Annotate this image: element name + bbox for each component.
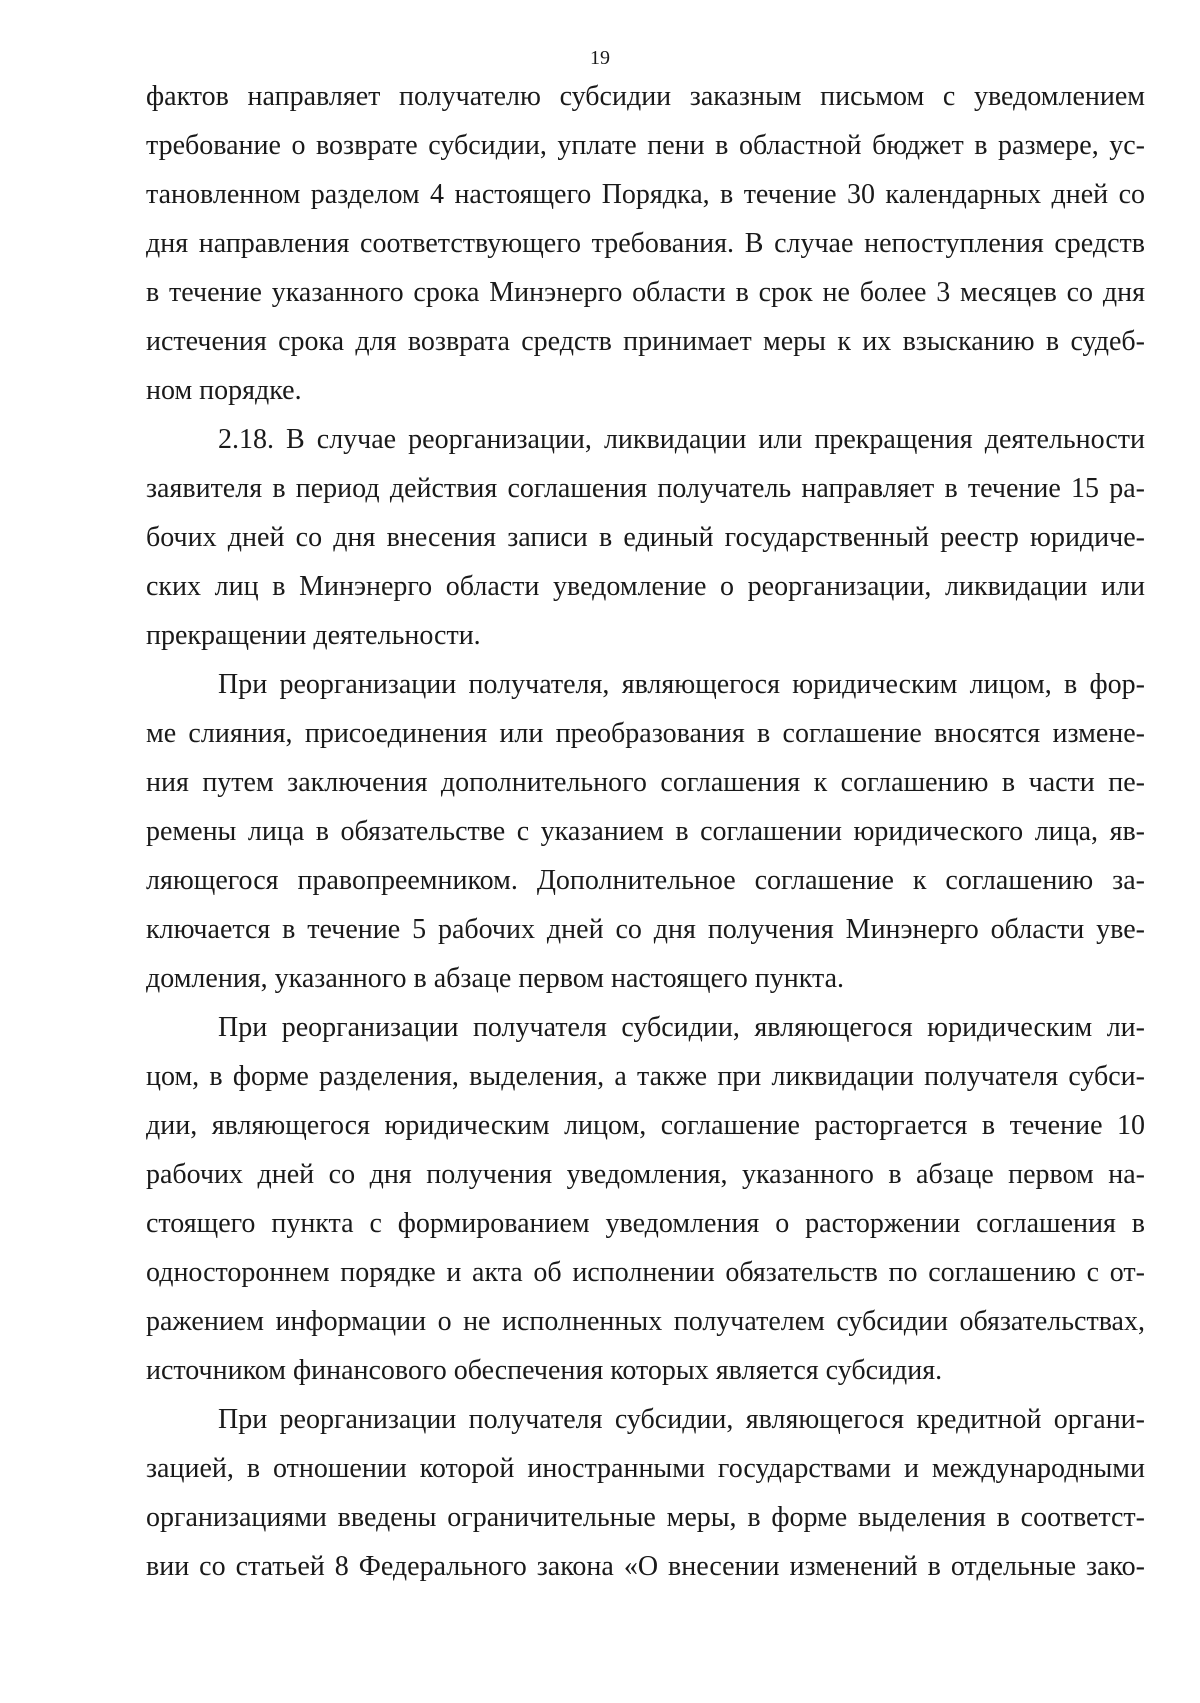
text-line: рабочих дней со дня получения уведомления, указанного в абзаце первом на- xyxy=(146,1159,1145,1190)
text-line: заявителя в период действия соглашения получатель направляет в течение 15 ра- xyxy=(146,473,1145,504)
page-number: 19 xyxy=(590,47,610,69)
text-line: 2.18. В случае реорганизации, ликвидации или прекращения деятельности xyxy=(218,424,1145,455)
text-line: организациями введены ограничительные меры, в форме выделения в соответст- xyxy=(146,1502,1145,1533)
text-line: ном порядке. xyxy=(146,375,302,406)
text-line: тановленном разделом 4 настоящего Порядка, в течение 30 календарных дней со xyxy=(146,179,1145,210)
text-line: бочих дней со дня внесения записи в единый государственный реестр юридиче- xyxy=(146,522,1145,553)
paragraph-1 xyxy=(146,72,1145,415)
text-line: домления, указанного в абзаце первом настоящего пункта. xyxy=(146,963,844,994)
paragraph-5 xyxy=(146,1395,1145,1591)
text-line: При реорганизации получателя субсидии, являющегося кредитной органи- xyxy=(218,1404,1145,1435)
document-body xyxy=(146,72,1145,1591)
text-line: фактов направляет получателю субсидии заказным письмом с уведомлением xyxy=(146,81,1145,112)
text-line: истечения срока для возврата средств принимает меры к их взысканию в судеб- xyxy=(146,326,1145,357)
text-line: вии со статьей 8 Федерального закона «О внесении изменений в отдельные зако- xyxy=(146,1551,1145,1582)
text-line: одностороннем порядке и акта об исполнении обязательств по соглашению с от- xyxy=(146,1257,1145,1288)
text-line: ме слияния, присоединения или преобразования в соглашение вносятся измене- xyxy=(146,718,1145,749)
text-line: При реорганизации получателя субсидии, являющегося юридическим ли- xyxy=(218,1012,1145,1043)
text-line: требование о возврате субсидии, уплате пени в областной бюджет в размере, ус- xyxy=(146,130,1145,161)
text-line: ских лиц в Минэнерго области уведомление о реорганизации, ликвидации или xyxy=(146,571,1145,602)
text-line: стоящего пункта с формированием уведомления о расторжении соглашения в xyxy=(146,1208,1145,1239)
paragraph-4 xyxy=(146,1003,1145,1395)
paragraph-2-18 xyxy=(146,415,1145,660)
text-line: дня направления соответствующего требования. В случае непоступления средств xyxy=(146,228,1145,259)
text-line: ния путем заключения дополнительного соглашения к соглашению в части пе- xyxy=(146,767,1145,798)
text-line: ражением информации о не исполненных получателем субсидии обязательствах, xyxy=(146,1306,1145,1337)
paragraph-3 xyxy=(146,660,1145,1003)
text-line: зацией, в отношении которой иностранными государствами и международными xyxy=(146,1453,1145,1484)
text-line: прекращении деятельности. xyxy=(146,620,481,651)
text-line: ремены лица в обязательстве с указанием в соглашении юридического лица, яв- xyxy=(146,816,1145,847)
text-line: При реорганизации получателя, являющегося юридическим лицом, в фор- xyxy=(218,669,1145,700)
text-line: цом, в форме разделения, выделения, а также при ликвидации получателя субси- xyxy=(146,1061,1145,1092)
text-line: ключается в течение 5 рабочих дней со дня получения Минэнерго области уве- xyxy=(146,914,1145,945)
text-line: в течение указанного срока Минэнерго области в срок не более 3 месяцев со дня xyxy=(146,277,1145,308)
text-line: дии, являющегося юридическим лицом, соглашение расторгается в течение 10 xyxy=(146,1110,1145,1141)
text-line: ляющегося правопреемником. Дополнительное соглашение к соглашению за- xyxy=(146,865,1145,896)
text-line: источником финансового обеспечения которых является субсидия. xyxy=(146,1355,943,1386)
